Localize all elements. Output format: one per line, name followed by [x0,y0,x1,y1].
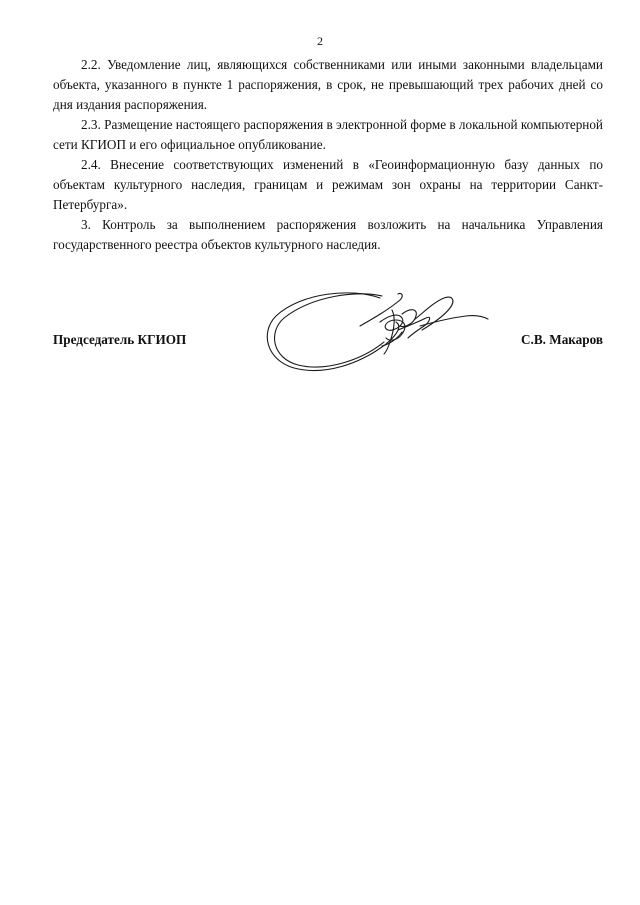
signer-title: Председатель КГИОП [53,332,187,347]
paragraph-2-2: 2.2. Уведомление лиц, являющихся собственниками или иными законными владельцами объекта, указанного в пункте 1 распоряжения, в срок, не превышающий трех рабочих дней со дня издания распоряжения. [53,57,603,112]
paragraph-2-3: 2.3. Размещение настоящего распоряжения в электронной форме в локальной компьютерной сети КГИОП и его официальное опубликование. [53,117,603,152]
paragraph-2-4: 2.4. Внесение соответствующих изменений в «Геоинформационную базу данных по объектам культурного наследия, границам и режимам зон охраны на территории Санкт-Петербурга». [53,157,603,212]
signature-block [53,330,603,350]
signer-name: С.В. Макаров [521,332,603,347]
paragraph-3: 3. Контроль за выполнением распоряжения возложить на начальника Управления государственного реестра объектов культурного наследия. [53,217,603,252]
page-number: 2 [317,34,323,48]
document-body [53,55,603,255]
